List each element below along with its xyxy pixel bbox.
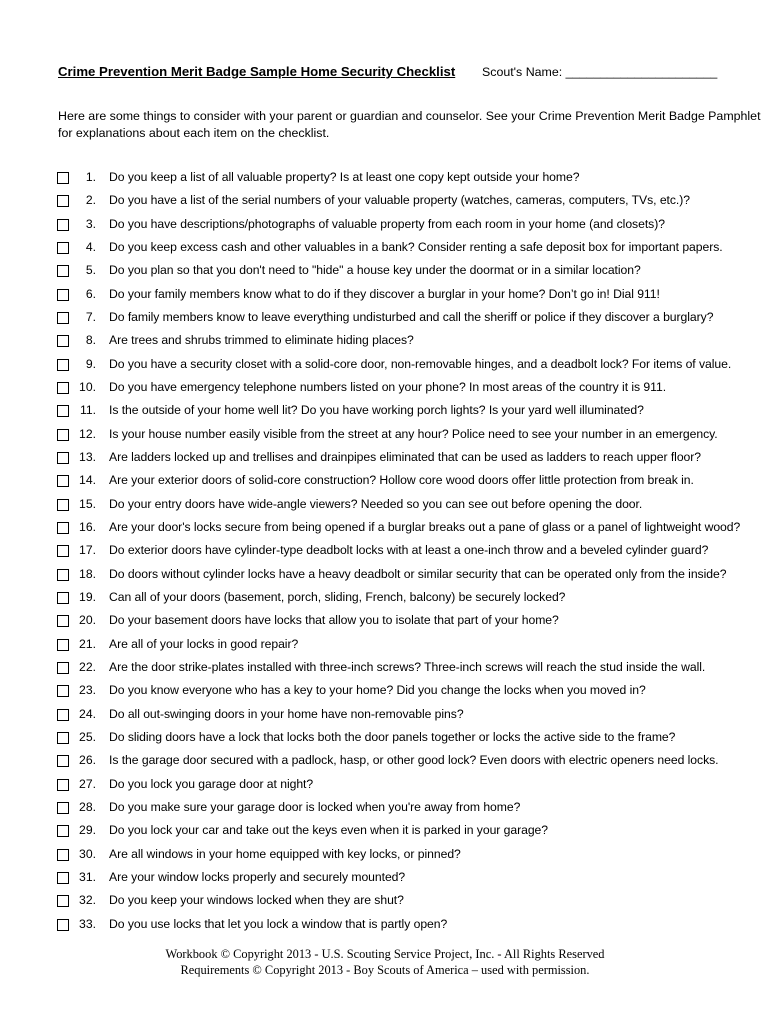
checklist-checkbox[interactable]: [57, 662, 69, 674]
item-number: 21.: [79, 636, 96, 651]
checklist-checkbox[interactable]: [57, 802, 69, 814]
copyright-footer: [0, 946, 770, 978]
item-number: 29.: [79, 823, 96, 838]
item-question: Are trees and shrubs trimmed to eliminate hiding places?: [109, 333, 414, 348]
item-number: 18.: [79, 566, 96, 581]
checklist-item: [0, 496, 770, 519]
item-number: 11.: [79, 403, 96, 418]
item-number: 17.: [79, 543, 96, 558]
item-number: 31.: [79, 869, 96, 884]
item-question: Do you have a security closet with a solid-core door, non-removable hinges, and a deadbolt lock? For items of value.: [109, 356, 732, 371]
item-question: Do you keep a list of all valuable property? Is at least one copy kept outside your home?: [109, 170, 580, 184]
checklist-checkbox[interactable]: [57, 685, 69, 697]
footer-line: Requirements © Copyright 2013 - Boy Scouts of America – used with permission.: [180, 963, 590, 977]
item-question: Are your window locks properly and securely mounted?: [109, 869, 406, 884]
checklist-checkbox[interactable]: [57, 522, 69, 534]
item-number: 16.: [79, 519, 96, 534]
item-number: 12.: [79, 426, 96, 441]
item-number: 2.: [85, 193, 96, 208]
checklist-item: [0, 449, 770, 472]
item-question: Are the door strike-plates installed with three-inch screws? Three-inch screws will reach the stud inside the wall.: [109, 659, 706, 674]
item-number: 14.: [79, 473, 96, 488]
item-number: 20.: [79, 613, 96, 628]
item-question: Do you keep excess cash and other valuables in a bank? Consider renting a safe deposit box for important papers.: [109, 239, 723, 254]
item-question: Are ladders locked up and trellises and drainpipes eliminated that can be used as ladders to reach upper floor?: [109, 449, 702, 464]
checklist-checkbox[interactable]: [57, 825, 69, 837]
item-question: Is your house number easily visible from the street at any hour? Police need to see your number in an emergency.: [109, 426, 718, 441]
checklist-checkbox[interactable]: [57, 592, 69, 604]
item-number: 15.: [79, 496, 96, 511]
checklist-item: [0, 356, 770, 379]
item-number: 7.: [85, 309, 96, 324]
checklist-checkbox[interactable]: [57, 639, 69, 651]
checklist-item: [0, 169, 770, 192]
checklist-checkbox[interactable]: [57, 382, 69, 394]
item-question: Do you make sure your garage door is locked when you're away from home?: [109, 799, 521, 814]
item-question: Are all of your locks in good repair?: [109, 636, 299, 651]
intro-paragraph: [58, 108, 761, 142]
item-question: Do you have a list of the serial numbers of your valuable property (watches, cameras, computers, TVs, etc.)?: [109, 193, 690, 208]
checklist-item: [0, 262, 770, 285]
checklist-item: [0, 542, 770, 565]
checklist-item: [0, 519, 770, 542]
item-question: Do you have emergency telephone numbers listed on your phone? In most areas of the country it is 911.: [109, 379, 667, 394]
checklist-checkbox[interactable]: [57, 359, 69, 371]
checklist-checkbox[interactable]: [57, 405, 69, 417]
checklist-checkbox[interactable]: [57, 475, 69, 487]
checklist-item: [0, 916, 770, 939]
checklist-checkbox[interactable]: [57, 895, 69, 907]
item-number: 19.: [79, 589, 96, 604]
item-number: 13.: [79, 449, 96, 464]
intro-line: Here are some things to consider with your parent or guardian and counselor. See your Crime Prevention Merit Badge Pamphlet: [58, 109, 761, 123]
checklist-checkbox[interactable]: [57, 335, 69, 347]
item-question: Do exterior doors have cylinder-type deadbolt locks with at least a one-inch throw and a beveled cylinder guard?: [109, 543, 709, 558]
checklist-item: [0, 799, 770, 822]
item-number: 1.: [85, 170, 96, 184]
item-question: Is the outside of your home well lit? Do you have working porch lights? Is your yard well illuminated?: [109, 403, 644, 418]
checklist-checkbox[interactable]: [57, 545, 69, 557]
checklist-item: [0, 426, 770, 449]
checklist-item: [0, 239, 770, 262]
checklist-item: [0, 612, 770, 635]
checklist-checkbox[interactable]: [57, 452, 69, 464]
checklist-checkbox[interactable]: [57, 312, 69, 324]
checklist-checkbox[interactable]: [57, 872, 69, 884]
checklist-checkbox[interactable]: [57, 172, 69, 184]
page-title: Crime Prevention Merit Badge Sample Home Security Checklist: [58, 64, 456, 79]
checklist-item: [0, 636, 770, 659]
item-question: Do doors without cylinder locks have a heavy deadbolt or similar security that can be operated only from the inside?: [109, 566, 727, 581]
item-question: Do you keep your windows locked when they are shut?: [109, 893, 404, 908]
item-number: 26.: [79, 753, 96, 768]
item-number: 5.: [85, 263, 96, 278]
checklist-item: [0, 682, 770, 705]
checklist-checkbox[interactable]: [57, 849, 69, 861]
scout-name-field[interactable]: Scout's Name: ______________________: [482, 65, 718, 79]
item-question: Do you know everyone who has a key to your home? Did you change the locks when you moved in?: [109, 683, 646, 698]
item-number: 32.: [79, 893, 96, 908]
security-checklist: [0, 169, 770, 939]
checklist-checkbox[interactable]: [57, 499, 69, 511]
checklist-item: [0, 659, 770, 682]
item-question: Are all windows in your home equipped with key locks, or pinned?: [109, 846, 461, 861]
item-number: 9.: [85, 356, 96, 371]
item-number: 4.: [85, 239, 96, 254]
checklist-item: [0, 869, 770, 892]
item-question: Is the garage door secured with a padlock, hasp, or other good lock? Even doors with electric openers need locks.: [109, 753, 719, 768]
item-question: Do you lock your car and take out the keys even when it is parked in your garage?: [109, 823, 549, 838]
checklist-checkbox[interactable]: [57, 569, 69, 581]
item-question: Can all of your doors (basement, porch, sliding, French, balcony) be securely locked?: [109, 589, 566, 604]
item-question: Do you use locks that let you lock a window that is partly open?: [109, 916, 448, 931]
item-question: Are your door's locks secure from being opened if a burglar breaks out a pane of glass or a panel of lightweight wood?: [109, 519, 741, 534]
item-number: 6.: [85, 286, 96, 301]
checklist-item: [0, 846, 770, 869]
checklist-item: [0, 309, 770, 332]
item-number: 24.: [79, 706, 96, 721]
checklist-item: [0, 706, 770, 729]
checklist-checkbox[interactable]: [57, 709, 69, 721]
checklist-item: [0, 216, 770, 239]
intro-line: for explanations about each item on the checklist.: [58, 126, 330, 140]
checklist-checkbox[interactable]: [57, 195, 69, 207]
checklist-checkbox[interactable]: [57, 755, 69, 767]
checklist-checkbox[interactable]: [57, 919, 69, 931]
item-number: 28.: [79, 799, 96, 814]
item-question: Do your basement doors have locks that allow you to isolate that part of your home?: [109, 613, 559, 628]
checklist-item: [0, 589, 770, 612]
item-number: 33.: [79, 916, 96, 931]
checklist-item: [0, 776, 770, 799]
item-question: Do your family members know what to do if they discover a burglar in your home? Don’t go in! Dial 911!: [109, 286, 660, 301]
checklist-item: [0, 752, 770, 775]
checklist-checkbox[interactable]: [57, 779, 69, 791]
page-header: [58, 64, 718, 84]
item-number: 22.: [79, 659, 96, 674]
item-number: 27.: [79, 776, 96, 791]
checklist-checkbox[interactable]: [57, 242, 69, 254]
item-number: 10.: [79, 379, 96, 394]
checklist-item: [0, 822, 770, 845]
checklist-checkbox[interactable]: [57, 289, 69, 301]
checklist-item: [0, 192, 770, 215]
checklist-item: [0, 286, 770, 309]
checklist-checkbox[interactable]: [57, 732, 69, 744]
item-number: 23.: [79, 683, 96, 698]
checklist-checkbox[interactable]: [57, 615, 69, 627]
item-question: Do sliding doors have a lock that locks both the door panels together or locks the active side to the frame?: [109, 729, 676, 744]
item-number: 25.: [79, 729, 96, 744]
checklist-item: [0, 566, 770, 589]
checklist-item: [0, 402, 770, 425]
item-question: Do you have descriptions/photographs of valuable property from each room in your home (and closets)?: [109, 216, 665, 231]
checklist-item: [0, 729, 770, 752]
checklist-item: [0, 379, 770, 402]
footer-line: Workbook © Copyright 2013 - U.S. Scouting Service Project, Inc. - All Rights Reserved: [165, 947, 605, 961]
item-question: Do you plan so that you don't need to "hide" a house key under the doormat or in a similar location?: [109, 263, 641, 278]
checklist-item: [0, 472, 770, 495]
checklist-item: [0, 892, 770, 915]
item-number: 30.: [79, 846, 96, 861]
item-question: Do your entry doors have wide-angle viewers? Needed so you can see out before opening the door.: [109, 496, 643, 511]
item-question: Do all out-swinging doors in your home have non-removable pins?: [109, 706, 464, 721]
item-number: 8.: [85, 333, 96, 348]
checklist-checkbox[interactable]: [57, 429, 69, 441]
item-number: 3.: [85, 216, 96, 231]
item-question: Are your exterior doors of solid-core construction? Hollow core wood doors offer little protection from break in.: [109, 473, 694, 488]
item-question: Do you lock you garage door at night?: [109, 776, 314, 791]
checklist-item: [0, 332, 770, 355]
checklist-checkbox[interactable]: [57, 219, 69, 231]
item-question: Do family members know to leave everything undisturbed and call the sheriff or police if they discover a burglary?: [109, 309, 714, 324]
checklist-checkbox[interactable]: [57, 265, 69, 277]
